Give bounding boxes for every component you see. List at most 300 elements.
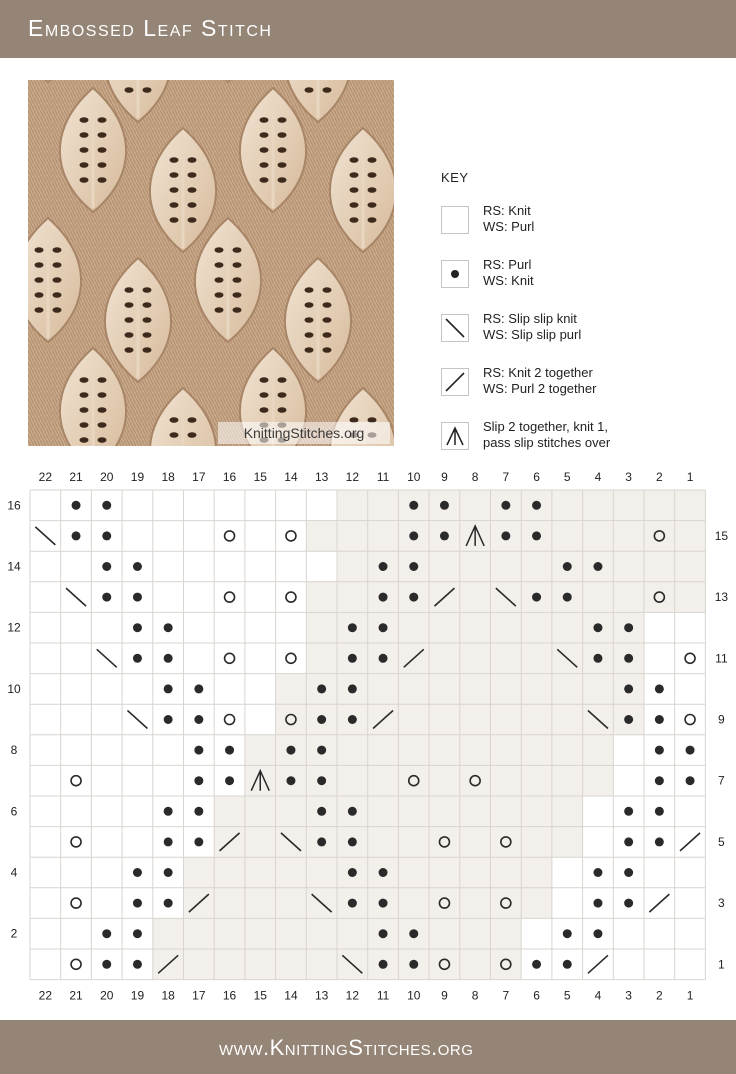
column-label-top: 8 [471, 470, 479, 484]
purl-dot-icon [102, 562, 111, 571]
eyelet-hole [35, 247, 44, 253]
column-label-top: 18 [161, 470, 175, 484]
eyelet-hole [350, 217, 359, 223]
shaded-cell [552, 490, 583, 521]
shaded-cell [613, 521, 644, 552]
column-label-top: 17 [192, 470, 206, 484]
shaded-cell [276, 704, 307, 735]
eyelet-hole [188, 187, 197, 193]
purl-dot-icon [317, 837, 326, 846]
eyelet-hole [215, 292, 224, 298]
purl-dot-icon [317, 746, 326, 755]
row-label-right: 15 [714, 528, 729, 543]
column-label-bottom: 9 [441, 988, 448, 1000]
purl-dot-icon [317, 684, 326, 693]
eyelet-hole [278, 147, 287, 153]
purl-dot-icon [164, 837, 173, 846]
shaded-cell [460, 674, 491, 705]
purl-dot-icon [593, 899, 602, 908]
purl-dot-icon [624, 715, 633, 724]
eyelet-hole [260, 132, 269, 138]
column-label-bottom: 17 [192, 988, 206, 1000]
purl-dot-icon [164, 899, 173, 908]
shaded-cell [552, 521, 583, 552]
shaded-cell [337, 521, 368, 552]
shaded-cell [491, 674, 522, 705]
purl-dot-icon [133, 623, 142, 632]
shaded-cell [306, 949, 337, 980]
row-label-right: 3 [718, 896, 725, 911]
key-legend [441, 170, 731, 450]
eyelet-hole [368, 202, 377, 208]
shaded-cell [491, 888, 522, 919]
eyelet-hole [80, 147, 89, 153]
purl-dot-icon [317, 715, 326, 724]
eyelet-hole [80, 422, 89, 428]
key-item-s2kp [441, 419, 731, 462]
shaded-cell [429, 674, 460, 705]
purl-dot-icon [164, 654, 173, 663]
purl-dot-icon [348, 715, 357, 724]
purl-dot-icon [409, 562, 418, 571]
purl-dot-icon [563, 929, 572, 938]
key-text-line: RS: Slip slip knit [483, 311, 577, 326]
eyelet-hole [53, 292, 62, 298]
eyelet-hole [143, 287, 152, 293]
purl-dot-icon [409, 593, 418, 602]
backslash-icon [441, 314, 469, 342]
row-label-left: 4 [10, 865, 18, 880]
purl-dot-icon [563, 593, 572, 602]
eyelet-hole [188, 157, 197, 163]
eyelet-hole [80, 117, 89, 123]
row-label-left: 8 [10, 743, 18, 758]
column-label-bottom: 1 [686, 988, 694, 1000]
eyelet-hole [305, 287, 314, 293]
shaded-cell [521, 827, 552, 858]
key-text-line: pass slip stitches over [483, 435, 611, 450]
shaded-cell [521, 888, 552, 919]
purl-dot-icon [379, 623, 388, 632]
purl-dot-icon [225, 776, 234, 785]
shaded-cell [491, 857, 522, 888]
eyelet-hole [260, 377, 269, 383]
shaded-cell [368, 796, 399, 827]
shaded-cell [460, 796, 491, 827]
purl-dot-icon [379, 562, 388, 571]
shaded-cell [491, 735, 522, 766]
shaded-cell [491, 612, 522, 643]
eyelet-hole [80, 132, 89, 138]
shaded-cell [398, 612, 429, 643]
row-label-left: 16 [7, 498, 21, 513]
eyelet-hole [368, 217, 377, 223]
eyelet-hole [35, 292, 44, 298]
purl-dot-icon [532, 501, 541, 510]
shaded-cell [521, 796, 552, 827]
shaded-cell [552, 612, 583, 643]
purl-dot-icon [624, 654, 633, 663]
purl-dot-icon [563, 562, 572, 571]
eyelet-hole [80, 177, 89, 183]
eyelet-hole [188, 172, 197, 178]
purl-dot-icon [624, 807, 633, 816]
eyelet-hole [35, 307, 44, 313]
row-label-right: 9 [718, 712, 725, 727]
shaded-cell [521, 643, 552, 674]
purl-dot-icon [655, 807, 664, 816]
column-label-bottom: 22 [38, 988, 53, 1000]
shaded-cell [245, 888, 276, 919]
eyelet-hole [53, 307, 62, 313]
shaded-cell [245, 796, 276, 827]
eyelet-hole [188, 432, 197, 438]
eyelet-hole [215, 262, 224, 268]
purl-dot-icon [655, 715, 664, 724]
purl-dot-icon [102, 960, 111, 969]
shaded-cell [521, 857, 552, 888]
shaded-cell [460, 490, 491, 521]
shaded-cell [552, 735, 583, 766]
photo-watermark: KnittingStitches.org [243, 425, 365, 441]
shaded-cell [460, 827, 491, 858]
shaded-cell [306, 918, 337, 949]
purl-dot-icon [194, 684, 203, 693]
purl-dot-icon [317, 776, 326, 785]
shaded-cell [276, 888, 307, 919]
shaded-cell [337, 765, 368, 796]
eyelet-hole [98, 407, 107, 413]
purl-dot-icon [379, 960, 388, 969]
shaded-cell [214, 857, 245, 888]
eyelet-hole [80, 407, 89, 413]
key-text-line: WS: Slip slip purl [483, 327, 582, 342]
purl-dot-icon [593, 654, 602, 663]
row-label-right: 1 [718, 957, 725, 972]
purl-dot-icon [686, 746, 695, 755]
eyelet-hole [278, 132, 287, 138]
eyelet-hole [143, 347, 152, 353]
purl-dot-icon [624, 868, 633, 877]
eyelet-hole [170, 202, 179, 208]
shaded-cell [184, 949, 215, 980]
eyelet-hole [233, 292, 242, 298]
purl-dot-icon [133, 868, 142, 877]
shaded-cell [521, 612, 552, 643]
eyelet-hole [260, 392, 269, 398]
shaded-cell [552, 796, 583, 827]
column-label-bottom: 13 [314, 988, 329, 1000]
shaded-cell [521, 735, 552, 766]
shaded-cell [583, 765, 614, 796]
row-label-left: 14 [7, 559, 21, 574]
shaded-cell [429, 551, 460, 582]
shaded-cell [521, 551, 552, 582]
shaded-cell [460, 765, 491, 796]
shaded-cell [675, 551, 706, 582]
eyelet-hole [53, 247, 62, 253]
purl-dot-icon [593, 929, 602, 938]
purl-dot-icon [624, 899, 633, 908]
shaded-cell [460, 704, 491, 735]
purl-dot-icon [593, 623, 602, 632]
key-text-line: RS: Purl [483, 257, 532, 272]
shaded-cell [491, 643, 522, 674]
shaded-cell [429, 949, 460, 980]
shaded-cell [613, 551, 644, 582]
eyelet-hole [368, 157, 377, 163]
purl-dot-icon [194, 715, 203, 724]
eyelet-hole [98, 377, 107, 383]
eyelet-hole [278, 407, 287, 413]
eyelet-hole [188, 202, 197, 208]
shaded-cell [276, 796, 307, 827]
purl-dot-icon [164, 868, 173, 877]
key-item-ssk [441, 311, 731, 354]
eyelet-hole [98, 117, 107, 123]
shaded-cell [276, 918, 307, 949]
column-label-bottom: 18 [161, 988, 175, 1000]
eyelet-hole [233, 247, 242, 253]
column-label-bottom: 6 [533, 988, 540, 1000]
shaded-cell [675, 521, 706, 552]
row-label-right: 5 [718, 834, 725, 849]
column-label-bottom: 10 [407, 988, 421, 1000]
eyelet-hole [350, 172, 359, 178]
shaded-cell [398, 857, 429, 888]
key-text-line: RS: Knit [483, 203, 531, 218]
purl-dot-icon [441, 260, 469, 288]
purl-dot-icon [164, 715, 173, 724]
column-label-top: 3 [625, 470, 632, 484]
shaded-cell [429, 918, 460, 949]
key-text-line: RS: Knit 2 together [483, 365, 593, 380]
eyelet-hole [278, 117, 287, 123]
eyelet-hole [143, 302, 152, 308]
column-label-bottom: 20 [100, 988, 114, 1000]
purl-dot-icon [102, 929, 111, 938]
purl-dot-icon [624, 837, 633, 846]
purl-dot-icon [593, 868, 602, 877]
eyelet-hole [188, 417, 197, 423]
purl-dot-icon [655, 837, 664, 846]
eyelet-hole [260, 147, 269, 153]
purl-dot-icon [593, 562, 602, 571]
shaded-cell [583, 490, 614, 521]
purl-dot-icon [624, 623, 633, 632]
eyelet-hole [98, 147, 107, 153]
shaded-cell [398, 796, 429, 827]
shaded-cell [644, 582, 675, 613]
purl-dot-icon [686, 776, 695, 785]
shaded-cell [306, 582, 337, 613]
stitch-chart-grid [0, 460, 736, 1000]
eyelet-hole [260, 162, 269, 168]
purl-dot-icon [348, 807, 357, 816]
purl-dot-icon [379, 654, 388, 663]
column-label-bottom: 15 [253, 988, 267, 1000]
caret-icon [441, 422, 469, 450]
eyelet-hole [35, 277, 44, 283]
shaded-cell [583, 582, 614, 613]
shaded-cell [460, 888, 491, 919]
column-label-top: 10 [407, 470, 421, 484]
purl-dot-icon [348, 899, 357, 908]
eyelet-hole [278, 392, 287, 398]
eyelet-hole [305, 332, 314, 338]
shaded-cell [675, 582, 706, 613]
shaded-cell [644, 521, 675, 552]
blank-icon [441, 206, 469, 234]
column-label-top: 6 [533, 470, 540, 484]
shaded-cell [429, 827, 460, 858]
purl-dot-icon [440, 501, 449, 510]
purl-dot-icon [348, 837, 357, 846]
purl-dot-icon [655, 684, 664, 693]
eyelet-hole [125, 347, 134, 353]
eyelet-hole [278, 377, 287, 383]
shaded-cell [214, 918, 245, 949]
shaded-cell [398, 888, 429, 919]
shaded-cell [552, 827, 583, 858]
row-label-right: 7 [718, 773, 725, 788]
eyelet-hole [305, 302, 314, 308]
purl-dot-icon [286, 746, 295, 755]
shaded-cell [644, 551, 675, 582]
purl-dot-icon [133, 899, 142, 908]
column-label-top: 4 [594, 470, 602, 484]
purl-dot-icon [133, 960, 142, 969]
shaded-cell [306, 612, 337, 643]
purl-dot-icon [164, 623, 173, 632]
purl-dot-icon [409, 960, 418, 969]
purl-dot-icon [379, 929, 388, 938]
shaded-cell [276, 674, 307, 705]
shaded-cell [429, 612, 460, 643]
shaded-cell [521, 674, 552, 705]
eyelet-hole [80, 377, 89, 383]
eyelet-hole [125, 87, 134, 93]
shaded-cell [337, 551, 368, 582]
eyelet-hole [278, 162, 287, 168]
eyelet-hole [125, 317, 134, 323]
eyelet-hole [368, 187, 377, 193]
shaded-cell [245, 827, 276, 858]
footer-url-link[interactable]: www.KnittingStitches.org [219, 1035, 474, 1060]
shaded-cell [368, 674, 399, 705]
purl-dot-icon [102, 593, 111, 602]
shaded-cell [552, 765, 583, 796]
eyelet-hole [368, 172, 377, 178]
shaded-cell [460, 918, 491, 949]
purl-dot-icon [194, 746, 203, 755]
column-label-top: 7 [502, 470, 510, 484]
eyelet-hole [215, 307, 224, 313]
shaded-cell [521, 704, 552, 735]
key-item-k2tog [441, 365, 731, 408]
eyelet-hole [368, 417, 377, 423]
swatch-photo [28, 80, 394, 446]
shaded-cell [184, 857, 215, 888]
column-label-top: 19 [130, 470, 145, 484]
column-label-top: 2 [656, 470, 663, 484]
shaded-cell [583, 674, 614, 705]
purl-dot-icon [164, 807, 173, 816]
purl-dot-icon [532, 960, 541, 969]
eyelet-hole [260, 177, 269, 183]
shaded-cell [491, 551, 522, 582]
eyelet-hole [305, 347, 314, 353]
shaded-cell [429, 796, 460, 827]
eyelet-hole [323, 347, 332, 353]
eyelet-hole [98, 422, 107, 428]
header-bar [0, 0, 736, 58]
column-label-bottom: 19 [130, 988, 145, 1000]
column-label-bottom: 21 [69, 988, 83, 1000]
slash-icon [441, 368, 469, 396]
column-label-top: 20 [100, 470, 114, 484]
eyelet-hole [125, 332, 134, 338]
column-label-top: 12 [345, 470, 360, 484]
column-label-top: 22 [38, 470, 53, 484]
shaded-cell [429, 643, 460, 674]
shaded-cell [368, 765, 399, 796]
shaded-cell [491, 765, 522, 796]
shaded-cell [214, 949, 245, 980]
shaded-cell [368, 827, 399, 858]
shaded-cell [306, 643, 337, 674]
shaded-cell [245, 949, 276, 980]
shaded-cell [337, 735, 368, 766]
eyelet-hole [350, 157, 359, 163]
eyelet-hole [350, 187, 359, 193]
eyelet-hole [98, 177, 107, 183]
shaded-cell [491, 827, 522, 858]
eyelet-hole [278, 177, 287, 183]
eyelet-hole [98, 162, 107, 168]
purl-dot-icon [409, 929, 418, 938]
eyelet-hole [170, 432, 179, 438]
shaded-cell [245, 735, 276, 766]
shaded-cell [276, 949, 307, 980]
shaded-cell [276, 857, 307, 888]
purl-dot-icon [409, 501, 418, 510]
shaded-cell [214, 796, 245, 827]
key-text-line: WS: Knit [483, 273, 534, 288]
shaded-cell [491, 949, 522, 980]
eyelet-hole [53, 277, 62, 283]
eyelet-hole [98, 132, 107, 138]
shaded-cell [613, 490, 644, 521]
page-title: Embossed Leaf Stitch [28, 15, 273, 41]
column-label-top: 9 [441, 470, 448, 484]
eyelet-hole [170, 187, 179, 193]
eyelet-hole [35, 262, 44, 268]
swatch-illustration [28, 80, 394, 446]
shaded-cell [368, 735, 399, 766]
column-label-bottom: 7 [502, 988, 510, 1000]
shaded-cell [429, 735, 460, 766]
eyelet-hole [188, 217, 197, 223]
shaded-cell [245, 857, 276, 888]
column-label-bottom: 16 [222, 988, 237, 1000]
purl-dot-icon [164, 684, 173, 693]
purl-dot-icon [532, 531, 541, 540]
shaded-cell [552, 674, 583, 705]
purl-dot-icon [225, 746, 234, 755]
shaded-cell [460, 612, 491, 643]
column-label-bottom: 12 [345, 988, 360, 1000]
